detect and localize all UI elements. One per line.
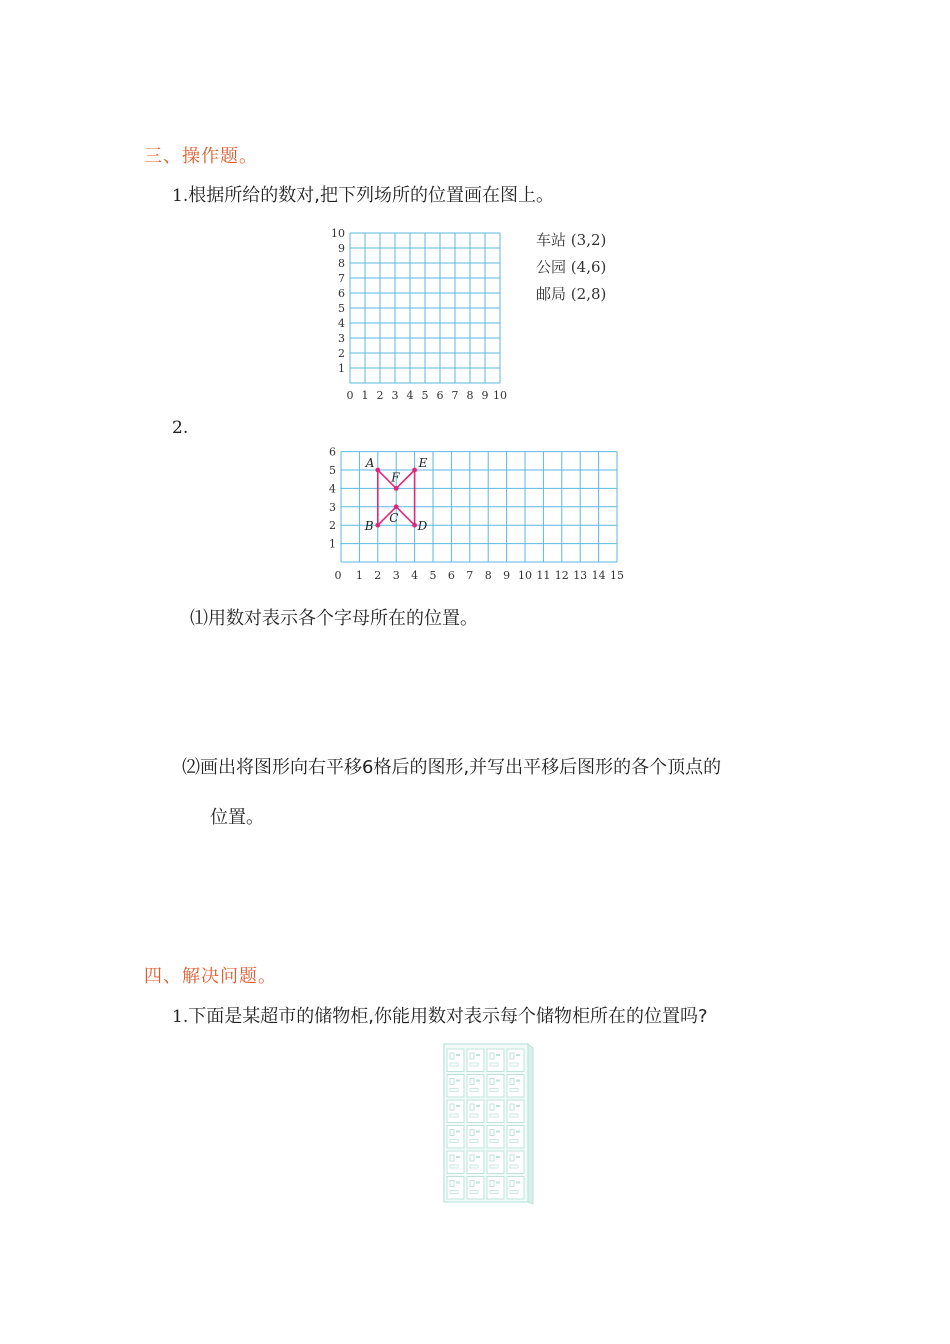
x-tick-label: 13 xyxy=(573,569,588,582)
point-label-B: B xyxy=(364,519,374,534)
locker-door-frame xyxy=(487,1151,504,1174)
locker-door-frame xyxy=(507,1177,524,1200)
locker-door xyxy=(487,1049,504,1072)
question-1-number: 1. xyxy=(172,186,189,206)
x-tick-label: 6 xyxy=(447,569,455,582)
locker-slot xyxy=(476,1156,480,1158)
x-tick-label: 5 xyxy=(421,389,429,402)
locker-door xyxy=(447,1126,464,1149)
point-D xyxy=(412,523,417,528)
x-tick-label: 4 xyxy=(406,389,414,402)
locker-door-frame xyxy=(487,1075,504,1098)
locker-door xyxy=(467,1126,484,1149)
locker-door-frame xyxy=(487,1126,504,1149)
locker-slot xyxy=(456,1105,460,1107)
locker-door xyxy=(467,1151,484,1174)
locker-slot xyxy=(456,1156,460,1158)
place-station: 车站 (3,2) xyxy=(536,231,607,249)
x-tick-label: 2 xyxy=(376,389,384,402)
question-2-sub-1: ⑴用数对表示各个字母所在的位置。 xyxy=(190,608,478,629)
locker-door xyxy=(487,1126,504,1149)
y-tick-label: 9 xyxy=(338,242,345,255)
locker-door-frame xyxy=(467,1177,484,1200)
x-tick-label: 12 xyxy=(554,569,569,582)
y-tick-label: 1 xyxy=(329,537,336,551)
locker-door xyxy=(447,1151,464,1174)
y-tick-label: 4 xyxy=(338,317,345,330)
x-tick-label: 11 xyxy=(536,569,551,582)
place-post-office: 邮局 (2,8) xyxy=(536,285,607,303)
locker-door-frame xyxy=(447,1049,464,1072)
question-1-text: 根据所给的数对,把下列场所的位置画在图上。 xyxy=(188,185,554,206)
point-A xyxy=(375,468,380,473)
locker-door-frame xyxy=(447,1151,464,1174)
locker-door-frame xyxy=(447,1075,464,1098)
question-2-sub-2: ⑵画出将图形向右平移6格后的图形,并写出平移后图形的各个顶点的 xyxy=(182,757,722,778)
locker-door-frame xyxy=(467,1126,484,1149)
locker-slot xyxy=(476,1054,480,1056)
locker-door xyxy=(507,1151,524,1174)
locker-door-frame xyxy=(447,1126,464,1149)
grid-15x6 xyxy=(320,446,630,582)
locker-door xyxy=(467,1100,484,1123)
x-tick-label: 14 xyxy=(591,569,606,582)
point-E xyxy=(412,468,417,473)
locker-door-frame xyxy=(507,1151,524,1174)
question-1 xyxy=(172,181,554,207)
locker-door-frame xyxy=(507,1126,524,1149)
locker-slot xyxy=(496,1054,500,1056)
locker-slot xyxy=(496,1131,500,1133)
locker-door-frame xyxy=(467,1100,484,1123)
locker-door-frame xyxy=(467,1075,484,1098)
x-tick-label: 7 xyxy=(466,569,474,582)
y-tick-label: 5 xyxy=(338,302,345,315)
locker-slot xyxy=(476,1105,480,1107)
locker-door xyxy=(507,1075,524,1098)
locker-door-frame xyxy=(487,1049,504,1072)
x-tick-label: 0 xyxy=(346,389,354,402)
locker-slot xyxy=(496,1156,500,1158)
locker-door xyxy=(447,1049,464,1072)
locker-door xyxy=(507,1049,524,1072)
x-tick-label: 3 xyxy=(392,569,400,582)
locker-slot xyxy=(456,1182,460,1184)
y-tick-label: 2 xyxy=(329,519,336,533)
locker-slot xyxy=(476,1131,480,1133)
x-tick-label: 5 xyxy=(429,569,437,582)
y-tick-label: 3 xyxy=(329,500,336,514)
section-4-heading: 四、解决问题。 xyxy=(144,966,277,987)
y-tick-label: 5 xyxy=(329,464,336,477)
section-3-heading: 三、操作题。 xyxy=(144,146,258,167)
locker-door-frame xyxy=(507,1049,524,1072)
locker-door-frame xyxy=(467,1049,484,1072)
question-2-sub-2-continued: 位置。 xyxy=(210,807,264,828)
grid-10x10 xyxy=(326,226,516,406)
locker-door xyxy=(447,1100,464,1123)
x-tick-label: 1 xyxy=(355,569,363,582)
locker-door xyxy=(487,1151,504,1174)
y-tick-label: 6 xyxy=(338,287,345,300)
point-label-D: D xyxy=(417,519,428,534)
x-tick-label: 2 xyxy=(374,569,382,582)
y-tick-label: 10 xyxy=(331,227,345,240)
point-B xyxy=(375,523,380,528)
locker-door-frame xyxy=(447,1177,464,1200)
locker-slot xyxy=(516,1054,520,1056)
places-legend xyxy=(536,227,606,308)
x-tick-label: 15 xyxy=(610,569,624,582)
locker-slot xyxy=(456,1080,460,1082)
x-tick-label: 7 xyxy=(451,389,459,402)
locker-door xyxy=(467,1075,484,1098)
point-C xyxy=(394,504,399,509)
x-tick-label: 9 xyxy=(503,569,511,582)
locker-door xyxy=(507,1100,524,1123)
x-tick-label: 8 xyxy=(484,569,492,582)
locker-door-frame xyxy=(447,1100,464,1123)
locker-slot xyxy=(516,1080,520,1082)
x-tick-label: 3 xyxy=(391,389,399,402)
locker-door-frame xyxy=(467,1151,484,1174)
x-tick-label: 1 xyxy=(361,389,369,402)
x-tick-label: 10 xyxy=(518,569,532,582)
locker-door xyxy=(447,1177,464,1200)
question-2-number: 2. xyxy=(172,418,189,438)
y-tick-label: 1 xyxy=(338,362,345,375)
locker-slot xyxy=(516,1156,520,1158)
point-label-A: A xyxy=(365,456,375,470)
y-tick-label: 3 xyxy=(338,332,345,345)
x-tick-label: 8 xyxy=(466,389,474,402)
place-park: 公园 (4,6) xyxy=(536,258,607,276)
y-tick-label: 7 xyxy=(338,272,345,285)
locker-door xyxy=(507,1177,524,1200)
locker-door-frame xyxy=(507,1075,524,1098)
x-tick-label: 4 xyxy=(411,569,419,582)
x-tick-label: 0 xyxy=(334,569,342,582)
locker-door-frame xyxy=(487,1100,504,1123)
locker-slot xyxy=(516,1182,520,1184)
locker-slot xyxy=(476,1080,480,1082)
locker-slot xyxy=(516,1131,520,1133)
locker-slot xyxy=(456,1131,460,1133)
locker-door xyxy=(447,1075,464,1098)
x-tick-label: 9 xyxy=(481,389,489,402)
point-F xyxy=(394,486,399,491)
locker-door xyxy=(487,1177,504,1200)
locker-door xyxy=(467,1177,484,1200)
y-tick-label: 2 xyxy=(338,347,345,360)
y-tick-label: 8 xyxy=(338,257,345,270)
locker-door xyxy=(487,1075,504,1098)
locker-slot xyxy=(496,1105,500,1107)
locker-door xyxy=(487,1100,504,1123)
locker-slot xyxy=(456,1054,460,1056)
locker-slot xyxy=(496,1080,500,1082)
locker-door xyxy=(467,1049,484,1072)
x-tick-label: 6 xyxy=(436,389,444,402)
locker-cabinet-image xyxy=(440,1042,536,1206)
locker-slot xyxy=(496,1182,500,1184)
section-4-question-1: 1.下面是某超市的储物柜,你能用数对表示每个储物柜所在的位置吗? xyxy=(172,1006,708,1027)
point-label-E: E xyxy=(418,456,428,470)
point-label-F: F xyxy=(391,470,400,485)
locker-slot xyxy=(516,1105,520,1107)
x-tick-label: 10 xyxy=(493,389,507,402)
shape-edge-CD xyxy=(396,507,414,525)
locker-door-frame xyxy=(507,1100,524,1123)
locker-door xyxy=(507,1126,524,1149)
locker-slot xyxy=(476,1182,480,1184)
y-tick-label: 6 xyxy=(329,446,336,459)
point-label-C: C xyxy=(389,510,399,525)
y-tick-label: 4 xyxy=(329,482,336,496)
locker-door-frame xyxy=(487,1177,504,1200)
